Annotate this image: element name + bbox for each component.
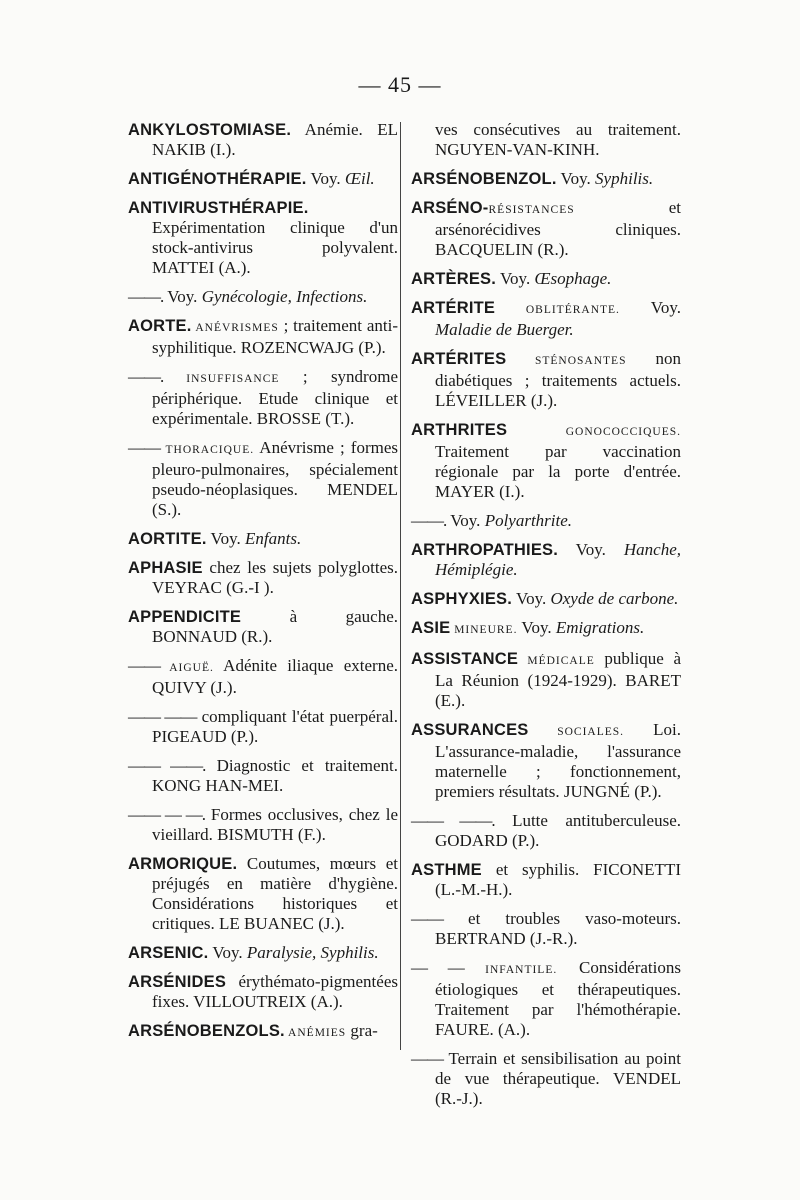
entry-text: et syphilis. FICONETTI (L.-M.-H.). (435, 860, 681, 899)
entry-headword: ARTHRITES (411, 421, 508, 439)
index-entry (411, 420, 681, 502)
index-entry (411, 958, 681, 1040)
entry-headword: ARTÉRITES (411, 350, 507, 368)
entry-text: non diabétiques ; traitements actuels. LÉVEILLER (J.). (435, 349, 681, 410)
entry-text: ves consécutives au traitement. NGUYEN-VAN-KINH. (435, 120, 681, 159)
entry-text: ; syndrome périphérique. Etude clinique et expérimentale. BROSSE (T.). (152, 367, 398, 428)
left-column (128, 120, 398, 1052)
entry-text: érythémato-pigmentées fixes. VILLOUTREIX (A.). (152, 972, 398, 1011)
index-entry (128, 316, 398, 358)
entry-ditto-dash: —— (128, 656, 160, 675)
entry-headword: ARTHROPATHIES. (411, 541, 559, 559)
entry-ditto-dash: — — (411, 958, 464, 977)
entry-ditto-dash: —— ——. (128, 756, 206, 775)
index-entry (411, 720, 681, 802)
entry-cross-reference: Polyarthrite. (484, 511, 573, 530)
entry-ditto-dash: ——. (411, 511, 447, 530)
entry-subheading: THORACIQUE. (160, 444, 255, 456)
entry-text: à gauche. BONNAUD (R.). (152, 607, 398, 646)
index-entry (128, 656, 398, 698)
index-entry (411, 589, 681, 609)
index-entry (411, 298, 681, 340)
index-entry (411, 860, 681, 900)
index-entry (128, 438, 398, 520)
index-entry (411, 618, 681, 640)
entry-text: Anévrisme ; formes pleuro-pulmonaires, spécialement pseudo-néoplasiques. MENDEL (S.). (152, 438, 398, 519)
index-entry (128, 805, 398, 845)
entry-headword: APHASIE (128, 559, 203, 577)
entry-ditto-dash: —— — —. (128, 805, 206, 824)
entry-headword: ANKYLOSTOMIASE. (128, 121, 292, 139)
entry-text: Loi. L'assurance-maladie, l'assurance maternelle ; fonctionnement, premiers résultats. JUNGNÉ (P.). (435, 720, 681, 801)
entry-ditto-dash: —— ——. (411, 811, 495, 830)
entry-ditto-dash: ——. (128, 367, 164, 386)
entry-subheading: GONOCOCCIQUES. (507, 426, 681, 438)
entry-text: Terrain et sensibilisation au point de vue thérapeutique. VENDEL (R.-J.). (435, 1049, 681, 1108)
entry-text: Anémie. EL NAKIB (I.). (152, 120, 398, 159)
index-entry (128, 607, 398, 647)
entry-subheading: ANÉMIES (284, 1027, 347, 1039)
index-entry (128, 367, 398, 429)
entry-subheading: AIGUË. (160, 662, 214, 674)
index-entry (128, 120, 398, 160)
index-entry (411, 649, 681, 711)
entry-text: compliquant l'état puerpéral. PIGEAUD (P.). (152, 707, 398, 746)
entry-ditto-dash: ——. (128, 287, 164, 306)
entry-subheading: STÉNOSANTES (506, 355, 627, 367)
entry-subheading: RÉSISTANCES (488, 204, 575, 216)
entry-text: publique à La Réunion (1924-1929). BARET (E.). (435, 649, 681, 710)
index-entry (411, 1049, 681, 1109)
entry-text: Diagnostic et traitement. KONG HAN-MEI. (152, 756, 398, 795)
index-entry (128, 1021, 398, 1043)
entry-headword: ASSURANCES (411, 721, 529, 739)
index-entry (411, 349, 681, 411)
entry-text: Formes occlusives, chez le vieillard. BISMUTH (F.). (152, 805, 399, 844)
entry-text: Voy. (619, 298, 681, 317)
entry-subheading: SOCIALES. (528, 726, 625, 738)
entry-text: Expérimentation clinique d'un stock-antivirus polyvalent. MATTEI (A.). (152, 218, 398, 277)
index-entry (128, 558, 398, 598)
entry-text: Adénite iliaque externe. QUIVY (J.). (152, 656, 398, 697)
index-entry (128, 854, 398, 934)
entry-cross-reference: Maladie de Buerger. (435, 320, 574, 339)
entry-text: Voy. (556, 169, 596, 188)
index-entry (128, 943, 398, 963)
entry-text: Voy. (206, 529, 246, 548)
entry-headword: ARSÉNIDES (128, 973, 227, 991)
entry-ditto-dash: —— (411, 1049, 443, 1068)
index-entry (411, 169, 681, 189)
entry-headword: AORTE. (128, 317, 192, 335)
entry-headword: APPENDICITE (128, 608, 242, 626)
entry-text: et arsénorécidives cliniques. BACQUELIN (R.). (435, 198, 681, 259)
entry-headword: ASPHYXIES. (411, 590, 513, 608)
entry-cross-reference: Emigrations. (555, 618, 645, 637)
entry-subheading: MINEURE. (450, 624, 518, 636)
index-entry (411, 198, 681, 260)
entry-subheading: OBLITÉRANTE. (495, 304, 620, 316)
right-column (411, 120, 681, 1118)
entry-text: ; traitement anti-syphilitique. ROZENCWAJG (P.). (152, 316, 398, 357)
entry-text: Voy. (496, 269, 535, 288)
entry-text: Voy. (558, 540, 624, 559)
entry-headword: ANTIVIRUSTHÉRAPIE. (128, 199, 309, 217)
entry-headword: ARTÉRITE (411, 299, 496, 317)
index-entry (128, 707, 398, 747)
index-entry (411, 811, 681, 851)
entry-headword: ASTHME (411, 861, 482, 879)
entry-text: Lutte antituberculeuse. GODARD (P.). (435, 811, 681, 850)
entry-subheading: INFANTILE. (463, 964, 558, 976)
entry-text: Voy. (306, 169, 345, 188)
entry-headword: ASIE (411, 619, 451, 637)
entry-cross-reference: Syphilis. (595, 169, 654, 188)
entry-cross-reference: Gynécologie, Infections. (201, 287, 368, 306)
index-entry (128, 198, 398, 278)
entry-text: gra- (346, 1021, 378, 1040)
entry-headword: ARMORIQUE. (128, 855, 238, 873)
entry-headword: ARSÉNOBENZOL. (411, 170, 557, 188)
index-entry (411, 269, 681, 289)
column-divider (400, 122, 401, 1050)
entry-text: Voy. (163, 287, 202, 306)
entry-headword: ARTÈRES. (411, 270, 497, 288)
entry-subheading: INSUFFISANCE (163, 373, 280, 385)
page-number: — 45 — (358, 72, 442, 97)
entry-cross-reference: Enfants. (245, 529, 302, 548)
entry-cross-reference: Œsophage. (534, 269, 612, 288)
entry-headword: AORTITE. (128, 530, 207, 548)
index-entry (128, 756, 398, 796)
entry-cross-reference: Hanche, Hémiplégie. (435, 540, 681, 579)
entry-headword: ASSISTANCE (411, 650, 519, 668)
entry-text: Voy. (517, 618, 556, 637)
entry-text: Voy. (208, 943, 247, 962)
entry-text: chez les sujets polyglottes. VEYRAC (G.-I ). (152, 558, 398, 597)
entry-headword: ARSÉNOBENZOLS. (128, 1022, 285, 1040)
index-entry (411, 540, 681, 580)
index-entry (411, 909, 681, 949)
entry-text: Coutumes, mœurs et préjugés en matière d'hygiène. Considérations historiques et critiques. LE BUANEC (J.). (152, 854, 398, 933)
entry-headword: ARSENIC. (128, 944, 209, 962)
entry-ditto-dash: —— —— (128, 707, 197, 726)
index-entry (128, 972, 398, 1012)
entry-cross-reference: Œil. (344, 169, 375, 188)
entry-ditto-dash: —— (128, 438, 160, 457)
index-entry (128, 287, 398, 307)
entry-text: et troubles vaso-moteurs. BERTRAND (J.-R.). (435, 909, 681, 948)
entry-text: Voy. (512, 589, 551, 608)
entry-subheading: MÉDICALE (518, 655, 595, 667)
entry-cross-reference: Oxyde de carbone. (550, 589, 679, 608)
index-entry (128, 529, 398, 549)
entry-headword: ANTIGÉNOTHÉRAPIE. (128, 170, 307, 188)
index-entry (411, 511, 681, 531)
entry-headword: ARSÉNO- (411, 199, 489, 217)
entry-text: Voy. (446, 511, 485, 530)
entry-subheading: ANÉVRISMES (191, 322, 279, 334)
entry-ditto-dash: —— (411, 909, 443, 928)
entry-cross-reference: Paralysie, Syphilis. (246, 943, 379, 962)
entry-text: Considérations étiologiques et thérapeutiques. Traitement par l'hémothérapie. FAURE. (A.). (435, 958, 681, 1039)
index-entry (411, 120, 681, 160)
index-entry (128, 169, 398, 189)
entry-text: Traitement par vaccination régionale par la porte d'entrée. MAYER (I.). (435, 442, 681, 501)
